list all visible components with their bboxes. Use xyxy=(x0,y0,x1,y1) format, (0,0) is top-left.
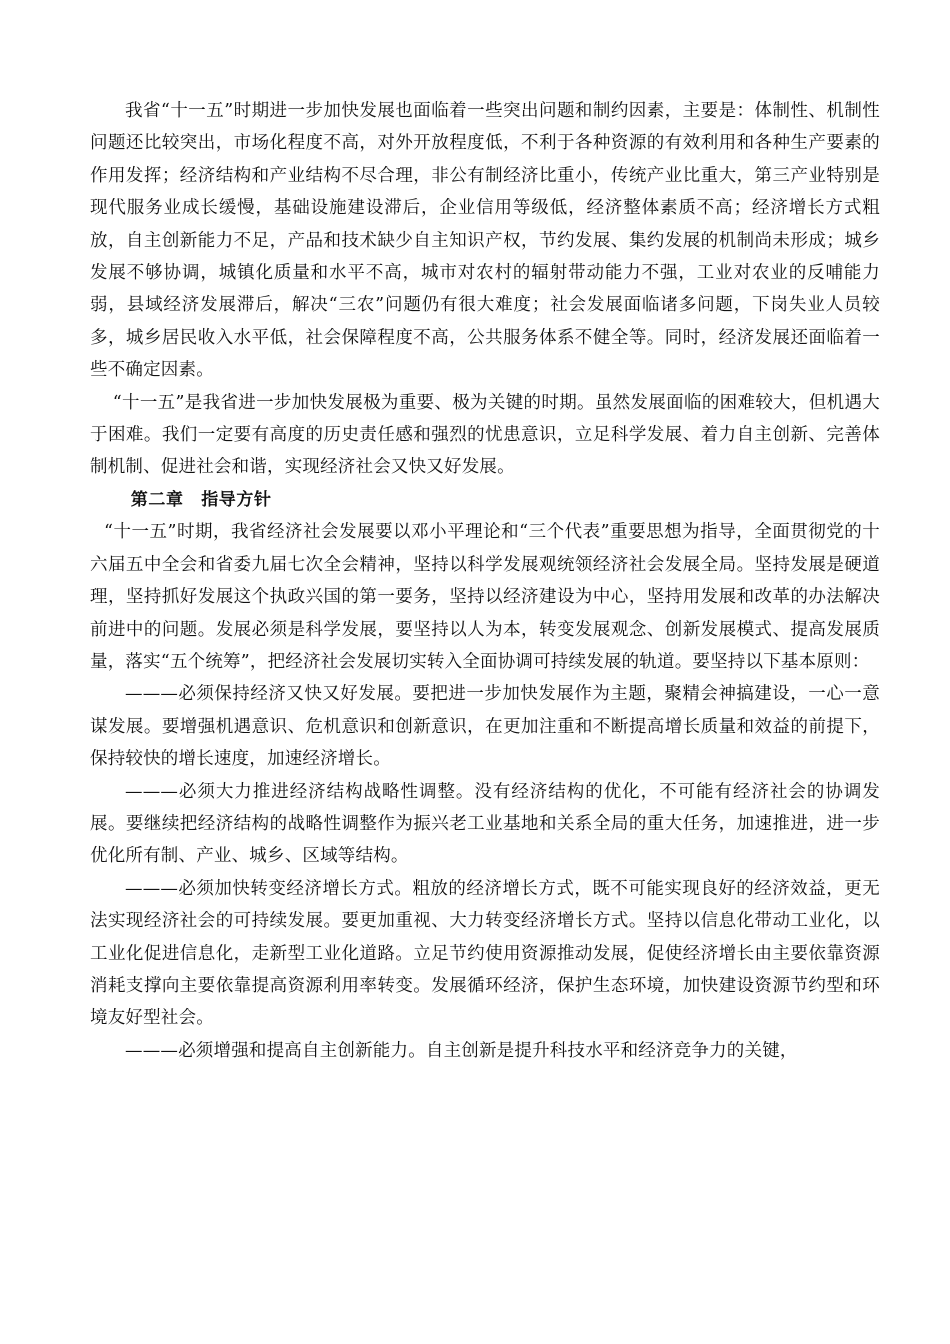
principle-fast-good-development: ———必须保持经济又快又好发展。要把进一步加快发展作为主题，聚精会神搞建设，一心一意谋发展。要增强机遇意识、危机意识和创新意识，在更加注重和不断提高增长质量和效益的前提下，保持较快的增长速度，加速经济增长。 xyxy=(90,684,880,770)
principle-structural-adjustment: ———必须大力推进经济结构战略性调整。没有经济结构的优化，不可能有经济社会的协调发展。要继续把经济结构的战略性调整作为振兴老工业基地和关系全局的重大任务，加速推进，进一步优化所有制、产业、城乡、区域等结构。 xyxy=(90,781,880,867)
paragraph-guiding-principles: “十一五”时期，我省经济社会发展要以邓小平理论和“三个代表”重要思想为指导，全面贯彻党的十六届五中全会和省委九届七次全会精神，坚持以科学发展观统领经济社会发展全局。坚持发展是硬道理，坚持抓好发展这个执政兴国的第一要务，坚持以经济建设为中心，坚持用发展和改革的办法解决前进中的问题。发展必须是科学发展，要坚持以人为本，转变发展观念、创新发展模式、提高发展质量，落实“五个统筹”，把经济社会发展切实转入全面协调可持续发展的轨道。要坚持以下基本原则： xyxy=(90,522,880,672)
principle-growth-mode: ———必须加快转变经济增长方式。粗放的经济增长方式，既不可能实现良好的经济效益，更无法实现经济社会的可持续发展。要更加重视、大力转变经济增长方式。坚持以信息化带动工业化，以工业化促进信息化，走新型工业化道路。立足节约使用资源推动发展，促使经济增长由主要依靠资源消耗支撑向主要依靠提高资源利用率转变。发展循环经济，保护生态环境，加快建设资源节约型和环境友好型社会。 xyxy=(90,878,880,1029)
principle-innovation: ———必须增强和提高自主创新能力。自主创新是提升科技水平和经济竞争力的关键， xyxy=(125,1040,798,1061)
chapter-heading: 第二章 指导方针 xyxy=(130,489,272,510)
document-body xyxy=(90,95,880,1067)
paragraph-problems: 我省“十一五”时期进一步加快发展也面临着一些突出问题和制约因素，主要是：体制性、机制性问题还比较突出，市场化程度不高，对外开放程度低，不利于各种资源的有效利用和各种生产要素的作用发挥；经济结构和产业结构不尽合理，非公有制经济比重小，传统产业比重大，第三产业特别是现代服务业成长缓慢，基础设施建设滞后，企业信用等级低，经济整体素质不高；经济增长方式粗放，自主创新能力不足，产品和技术缺少自主知识产权，节约发展、集约发展的机制尚未形成；城乡发展不够协调，城镇化质量和水平不高，城市对农村的辐射带动能力不强，工业对农业的反哺能力弱，县域经济发展滞后，解决“三农”问题仍有很大难度；社会发展面临诸多问题，下岗失业人员较多，城乡居民收入水平低，社会保障程度不高，公共服务体系不健全等。同时，经济发展还面临着一些不确定因素。 xyxy=(90,101,880,381)
paragraph-key-period: “十一五”是我省进一步加快发展极为重要、极为关键的时期。虽然发展面临的困难较大，但机遇大于困难。我们一定要有高度的历史责任感和强烈的忧患意识，立足科学发展、着力自主创新、完善体制机制、促进社会和谐，实现经济社会又快又好发展。 xyxy=(90,392,880,478)
